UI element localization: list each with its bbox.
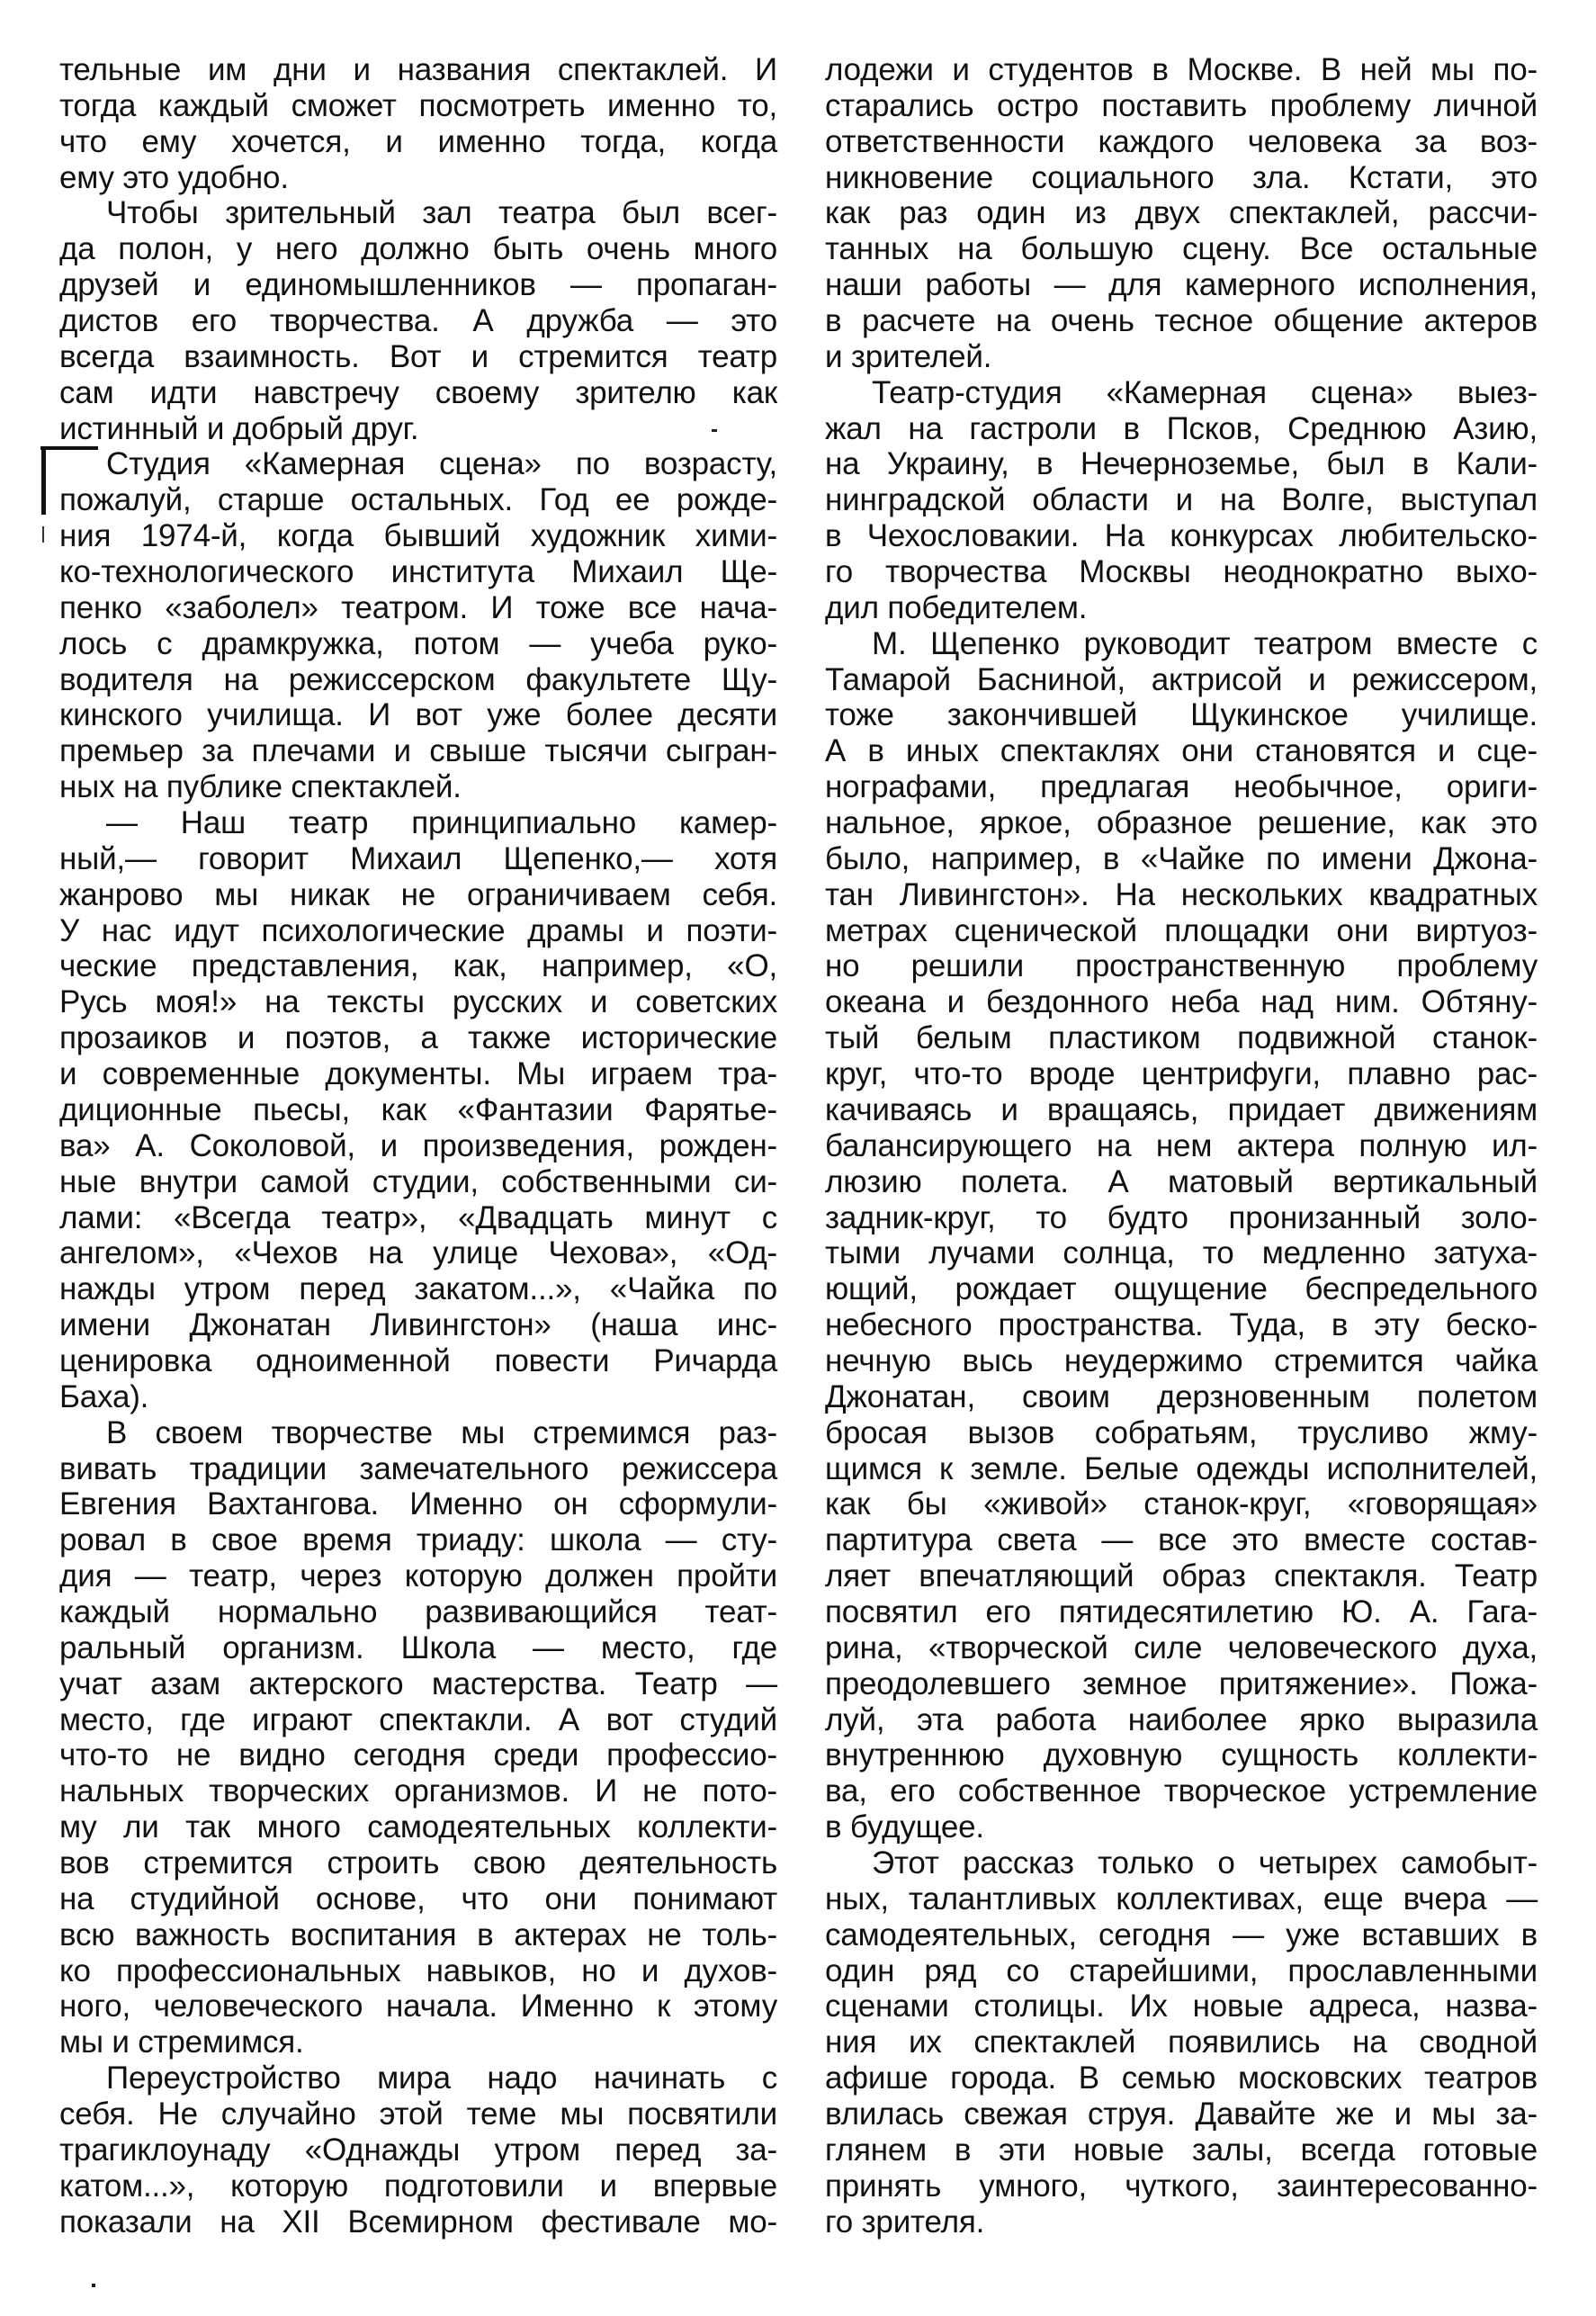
editorial-bracket-mark-vertical xyxy=(41,446,46,515)
text-line: друзей и единомышленников — пропаган- xyxy=(59,267,777,303)
text-line: В своем творчестве мы стремимся раз- xyxy=(106,1414,777,1450)
text-line: афише города. В семью московских театров xyxy=(825,2060,1538,2096)
text-line: в будущее. xyxy=(825,1809,984,1845)
text-line: ва» А. Соколовой, и произведения, рожден- xyxy=(59,1127,777,1163)
text-line: го зрителя. xyxy=(825,2204,985,2240)
text-line: дия — театр, через которую должен пройти xyxy=(59,1558,777,1594)
text-line: Театр-студия «Камерная сцена» выез- xyxy=(872,374,1538,410)
text-line: метрах сценической площадки они виртуоз- xyxy=(825,912,1538,948)
text-line: да полон, у него должно быть очень много xyxy=(59,231,777,267)
text-line: А в иных спектаклях они становятся и сце- xyxy=(825,733,1538,769)
text-line: балансирующего на нем актера полную ил- xyxy=(825,1127,1538,1163)
text-line: нальных творческих организмов. И не пото- xyxy=(59,1773,777,1809)
text-line: качиваясь и вращаясь, придает движениям xyxy=(825,1091,1538,1127)
text-line: Тамарой Басниной, актрисой и режиссером, xyxy=(825,661,1538,697)
text-line: круг, что-то вроде центрифуги, плавно рас- xyxy=(825,1056,1538,1092)
text-line: что-то не видно сегодня среди профессио- xyxy=(59,1737,777,1773)
text-line: диционные пьесы, как «Фантазии Фарятье- xyxy=(59,1091,777,1127)
text-line: как раз один из двух спектаклей, рассчи- xyxy=(825,195,1538,231)
text-line: Переустройство мира надо начинать с xyxy=(106,2060,777,2096)
text-line: ва, его собственное творческое устремление xyxy=(825,1773,1538,1809)
text-line: нажды утром перед закатом...», «Чайка по xyxy=(59,1271,777,1307)
text-line: нинградской области и на Волге, выступал xyxy=(825,482,1538,518)
text-line: тоже закончившей Щукинское училище. xyxy=(825,697,1538,733)
text-line: тан Ливингстон». На нескольких квадратных xyxy=(825,876,1538,912)
text-column-left xyxy=(59,52,777,2240)
text-line: ющий, рождает ощущение беспредельного xyxy=(825,1271,1538,1307)
text-line: Евгения Вахтангова. Именно он сформули- xyxy=(59,1486,777,1522)
text-line: как бы «живой» станок-круг, «говорящая» xyxy=(825,1486,1538,1522)
text-line: истинный и добрый друг. xyxy=(59,410,419,446)
text-line: кинского училища. И вот уже более десяти xyxy=(59,697,777,733)
text-line: что ему хочется, и именно тогда, когда xyxy=(59,123,777,159)
text-line: было, например, в «Чайке по имени Джона- xyxy=(825,840,1538,876)
text-line: и современные документы. Мы играем тра- xyxy=(59,1056,777,1092)
text-line: нальное, яркое, образное решение, как это xyxy=(825,805,1538,841)
text-line: посвятил его пятидесятилетию Ю. А. Гага- xyxy=(825,1593,1538,1629)
text-line: один ряд со старейшими, прославленными xyxy=(825,1952,1538,1988)
scan-speck xyxy=(92,2284,95,2287)
text-line: в Чехословакии. На конкурсах любительско- xyxy=(825,518,1538,554)
text-line: Этот рассказ только о четырех самобыт- xyxy=(872,1845,1538,1881)
text-line: внутреннюю духовную сущность коллекти- xyxy=(825,1737,1538,1773)
text-line: место, где играют спектакли. А вот студий xyxy=(59,1701,777,1737)
text-line: дистов его творчества. А дружба — это xyxy=(59,303,777,339)
text-line: лами: «Всегда театр», «Двадцать минут с xyxy=(59,1199,777,1235)
text-line: ко профессиональных навыков, но и духов- xyxy=(59,1952,777,1988)
text-line: глянем в эти новые залы, всегда готовые xyxy=(825,2132,1538,2168)
text-line: показали на XII Всемирном фестивале мо- xyxy=(59,2204,777,2240)
text-line: ценировка одноименной повести Ричарда xyxy=(59,1342,777,1378)
text-line: старались остро поставить проблему личной xyxy=(825,87,1538,123)
text-line: всегда взаимность. Вот и стремится театр xyxy=(59,338,777,374)
text-line: ко-технологического института Михаил Ще- xyxy=(59,554,777,590)
text-line: ангелом», «Чехов на улице Чехова», «Од- xyxy=(59,1235,777,1271)
text-line: каждый нормально развивающийся теат- xyxy=(59,1593,777,1629)
text-line: люзию полета. А матовый вертикальный xyxy=(825,1163,1538,1199)
text-line: нечную высь неудержимо стремится чайка xyxy=(825,1342,1538,1378)
text-line: жанрово мы никак не ограничиваем себя. xyxy=(59,876,777,912)
text-line: бросая вызов собратьям, трусливо жму- xyxy=(825,1414,1538,1450)
text-line: ния их спектаклей появились на сводной xyxy=(825,2024,1538,2060)
text-line: самодеятельных, сегодня — уже вставших в xyxy=(825,1917,1538,1952)
text-line: Джонатан, своим дерзновенным полетом xyxy=(825,1378,1538,1414)
text-line: дил победителем. xyxy=(825,589,1088,625)
text-line: Баха). xyxy=(59,1378,149,1414)
text-line: всю важность воспитания в актерах не толь- xyxy=(59,1917,777,1952)
text-line: ляет впечатляющий образ спектакля. Театр xyxy=(825,1558,1538,1594)
text-line: ответственности каждого человека за воз- xyxy=(825,123,1538,159)
text-line: трагиклоунаду «Однажды утром перед за- xyxy=(59,2132,777,2168)
text-line: Чтобы зрительный зал театра был всег- xyxy=(106,195,777,231)
text-line: жал на гастроли в Псков, Среднюю Азию, xyxy=(825,410,1538,446)
text-line: лось с драмкружка, потом — учеба руко- xyxy=(59,625,777,661)
text-line: себя. Не случайно этой теме мы посвятили xyxy=(59,2096,777,2132)
editorial-bracket-mark-tail xyxy=(42,526,44,543)
text-line: му ли так много самодеятельных коллекти- xyxy=(59,1809,777,1845)
text-line: вов стремится строить свою деятельность xyxy=(59,1845,777,1881)
text-line: наши работы — для камерного исполнения, xyxy=(825,267,1538,303)
text-line: пожалуй, старше остальных. Год ее рожде- xyxy=(59,482,777,518)
text-line: тыми лучами солнца, то медленно затуха- xyxy=(825,1235,1538,1271)
text-line: ему это удобно. xyxy=(59,159,289,195)
text-line: водителя на режиссерском факультете Щу- xyxy=(59,661,777,697)
text-line: мы и стремимся. xyxy=(59,2024,304,2060)
text-line: на Украину, в Нечерноземье, был в Кали- xyxy=(825,446,1538,482)
text-line: Русь моя!» на тексты русских и советских xyxy=(59,984,777,1020)
text-line: — Наш театр принципиально камер- xyxy=(106,805,777,841)
text-line: го творчества Москвы неоднократно выхо- xyxy=(825,554,1538,590)
text-line: пенко «заболел» театром. И тоже все нача- xyxy=(59,589,777,625)
text-line: Студия «Камерная сцена» по возрасту, xyxy=(106,446,777,482)
text-line: луй, эта работа наиболее ярко выразила xyxy=(825,1701,1538,1737)
text-line: в расчете на очень тесное общение актеров xyxy=(825,303,1538,339)
text-line: тогда каждый сможет посмотреть именно то, xyxy=(59,87,777,123)
text-line: сценами столицы. Их новые адреса, назва- xyxy=(825,1988,1538,2024)
text-line: на студийной основе, что они понимают xyxy=(59,1881,777,1917)
text-line: щимся к земле. Белые одежды исполнителей, xyxy=(825,1450,1538,1486)
text-line: ных на публике спектаклей. xyxy=(59,769,462,805)
text-column-right xyxy=(825,52,1538,2240)
text-line: вивать традиции замечательного режиссера xyxy=(59,1450,777,1486)
text-line: и зрителей. xyxy=(825,338,992,374)
text-line: танных на большую сцену. Все остальные xyxy=(825,231,1538,267)
text-line: премьер за плечами и свыше тысячи сыгран- xyxy=(59,733,777,769)
text-line: ный,— говорит Михаил Щепенко,— хотя xyxy=(59,840,777,876)
text-line: катом...», которую подготовили и впервые xyxy=(59,2168,777,2204)
text-line: ровал в свое время триаду: школа — сту- xyxy=(59,1522,777,1558)
text-line: но решили пространственную проблему xyxy=(825,948,1538,984)
text-line: ральный организм. Школа — место, где xyxy=(59,1629,777,1665)
text-line: ные внутри самой студии, собственными си- xyxy=(59,1163,777,1199)
text-line: ных, талантливых коллективах, еще вчера — xyxy=(825,1881,1538,1917)
text-line: тый белым пластиком подвижной станок- xyxy=(825,1020,1538,1056)
text-line: лодежи и студентов в Москве. В ней мы по- xyxy=(825,52,1538,87)
text-line: М. Щепенко руководит театром вместе с xyxy=(872,625,1538,661)
text-line: никновение социального зла. Кстати, это xyxy=(825,159,1538,195)
text-line: партитура света — все это вместе состав- xyxy=(825,1522,1538,1558)
text-line: ния 1974-й, когда бывший художник хими- xyxy=(59,518,777,554)
text-line: У нас идут психологические драмы и поэти- xyxy=(59,912,777,948)
text-line: имени Джонатан Ливингстон» (наша инс- xyxy=(59,1307,777,1343)
text-line: рина, «творческой силе человеческого духа, xyxy=(825,1629,1538,1665)
text-line: задник-круг, то будто пронизанный золо- xyxy=(825,1199,1538,1235)
text-line: сам идти навстречу своему зрителю как xyxy=(59,374,777,410)
text-line: влилась свежая струя. Давайте же и мы за- xyxy=(825,2096,1538,2132)
text-line: ческие представления, как, например, «О, xyxy=(59,948,777,984)
text-line: принять умного, чуткого, заинтересованно- xyxy=(825,2168,1538,2204)
text-line: небесного пространства. Туда, в эту беско- xyxy=(825,1307,1538,1343)
text-line: преодолевшего земное притяжение». Пожа- xyxy=(825,1665,1538,1701)
text-line: учат азам актерского мастерства. Театр — xyxy=(59,1665,777,1701)
text-line: тельные им дни и названия спектаклей. И xyxy=(59,52,777,87)
text-line: океана и бездонного неба над ним. Обтяну- xyxy=(825,984,1538,1020)
text-line: нографами, предлагая необычное, ориги- xyxy=(825,769,1538,805)
text-line: прозаиков и поэтов, а также исторические xyxy=(59,1020,777,1056)
text-line: ного, человеческого начала. Именно к этому xyxy=(59,1988,777,2024)
